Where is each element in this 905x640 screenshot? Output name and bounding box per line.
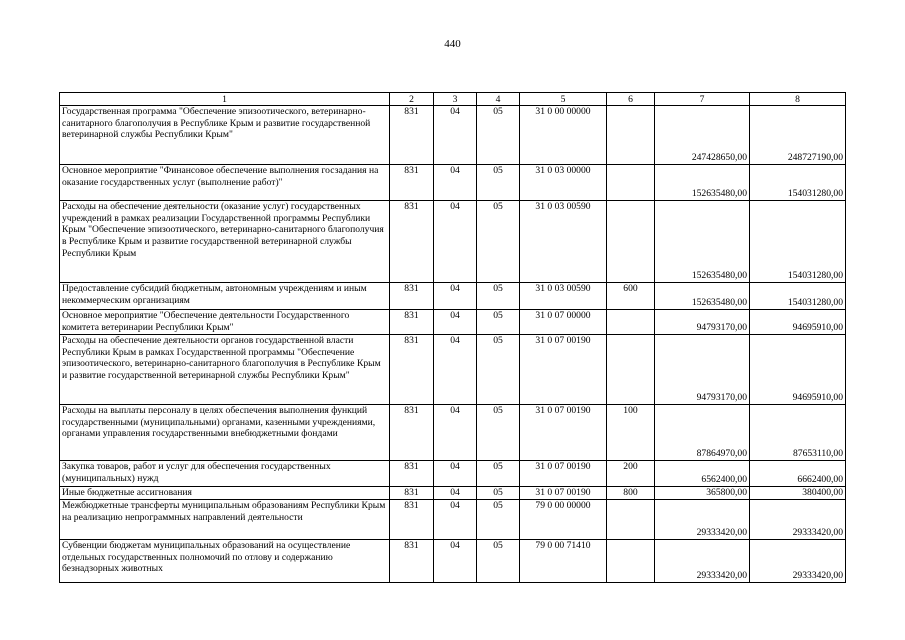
row-ministry-code: 831 bbox=[390, 283, 434, 310]
row-amount-col7: 6562400,00 bbox=[655, 461, 750, 487]
header-cell: 8 bbox=[750, 93, 846, 106]
row-expense-type: 600 bbox=[607, 283, 655, 310]
row-section-code: 04 bbox=[434, 201, 477, 283]
row-expense-type: 800 bbox=[607, 487, 655, 500]
row-section-code: 04 bbox=[434, 335, 477, 405]
row-amount-col7: 152635480,00 bbox=[655, 165, 750, 201]
row-amount-col7: 29333420,00 bbox=[655, 540, 750, 583]
row-amount-col7: 152635480,00 bbox=[655, 283, 750, 310]
row-target-code: 79 0 00 71410 bbox=[520, 540, 607, 583]
row-section-code: 04 bbox=[434, 283, 477, 310]
row-amount-col8: 154031280,00 bbox=[750, 283, 846, 310]
budget-table bbox=[59, 92, 846, 583]
row-subsection-code: 05 bbox=[477, 106, 520, 165]
row-amount-col8: 87653110,00 bbox=[750, 405, 846, 461]
header-cell: 3 bbox=[434, 93, 477, 106]
row-description: Расходы на обеспечение деятельности (оказание услуг) государственных учреждений в рамках реализации Государственной программы Республики Крым "Обеспечение эпизоотического, ветеринарно-санитарного благополучия в Республике Крым и развитие государственной ветеринарной службы Республики Крым bbox=[60, 201, 390, 283]
row-target-code: 31 0 07 00190 bbox=[520, 461, 607, 487]
row-ministry-code: 831 bbox=[390, 487, 434, 500]
table-row bbox=[60, 540, 846, 583]
row-section-code: 04 bbox=[434, 310, 477, 335]
row-amount-col7: 247428650,00 bbox=[655, 106, 750, 165]
row-subsection-code: 05 bbox=[477, 405, 520, 461]
page-number: 440 bbox=[444, 38, 461, 50]
row-subsection-code: 05 bbox=[477, 540, 520, 583]
row-ministry-code: 831 bbox=[390, 500, 434, 540]
row-description: Расходы на обеспечение деятельности органов государственной власти Республики Крым в рамках Государственной программы "Обеспечение эпизоотического, ветеринарно-санитарного благополучия в Республике Крым и развитие государственной ветеринарной службы Республики Крым" bbox=[60, 335, 390, 405]
row-target-code: 31 0 03 00000 bbox=[520, 165, 607, 201]
row-amount-col8: 154031280,00 bbox=[750, 201, 846, 283]
table-header-row bbox=[60, 93, 846, 106]
row-expense-type bbox=[607, 335, 655, 405]
row-target-code: 31 0 07 00190 bbox=[520, 335, 607, 405]
table-row bbox=[60, 106, 846, 165]
row-ministry-code: 831 bbox=[390, 310, 434, 335]
row-description: Основное мероприятие "Финансовое обеспечение выполнения госзадания на оказание государственных услуг (выполнение работ)" bbox=[60, 165, 390, 201]
row-section-code: 04 bbox=[434, 106, 477, 165]
table-row bbox=[60, 201, 846, 283]
row-expense-type bbox=[607, 201, 655, 283]
row-amount-col7: 152635480,00 bbox=[655, 201, 750, 283]
row-section-code: 04 bbox=[434, 500, 477, 540]
row-subsection-code: 05 bbox=[477, 335, 520, 405]
row-target-code: 79 0 00 00000 bbox=[520, 500, 607, 540]
header-cell: 5 bbox=[520, 93, 607, 106]
row-expense-type bbox=[607, 106, 655, 165]
table-row bbox=[60, 335, 846, 405]
row-section-code: 04 bbox=[434, 540, 477, 583]
header-cell: 1 bbox=[60, 93, 390, 106]
row-amount-col7: 87864970,00 bbox=[655, 405, 750, 461]
table-row bbox=[60, 165, 846, 201]
row-section-code: 04 bbox=[434, 487, 477, 500]
row-amount-col7: 365800,00 bbox=[655, 487, 750, 500]
row-amount-col7: 29333420,00 bbox=[655, 500, 750, 540]
row-target-code: 31 0 03 00590 bbox=[520, 283, 607, 310]
row-ministry-code: 831 bbox=[390, 335, 434, 405]
header-cell: 2 bbox=[390, 93, 434, 106]
row-subsection-code: 05 bbox=[477, 461, 520, 487]
row-ministry-code: 831 bbox=[390, 540, 434, 583]
row-subsection-code: 05 bbox=[477, 310, 520, 335]
row-ministry-code: 831 bbox=[390, 165, 434, 201]
row-amount-col8: 154031280,00 bbox=[750, 165, 846, 201]
table-row bbox=[60, 310, 846, 335]
row-ministry-code: 831 bbox=[390, 201, 434, 283]
row-target-code: 31 0 00 00000 bbox=[520, 106, 607, 165]
table-row bbox=[60, 500, 846, 540]
row-section-code: 04 bbox=[434, 405, 477, 461]
row-subsection-code: 05 bbox=[477, 500, 520, 540]
row-target-code: 31 0 07 00000 bbox=[520, 310, 607, 335]
table-row bbox=[60, 283, 846, 310]
header-cell: 7 bbox=[655, 93, 750, 106]
row-ministry-code: 831 bbox=[390, 405, 434, 461]
header-cell: 6 bbox=[607, 93, 655, 106]
row-description: Субвенции бюджетам муниципальных образований на осуществление отдельных государственных полномочий по отлову и содержанию безнадзорных животных bbox=[60, 540, 390, 583]
table-row bbox=[60, 405, 846, 461]
row-description: Государственная программа "Обеспечение эпизоотического, ветеринарно-санитарного благополучия в Республике Крым и развитие государственной ветеринарной службы Республики Крым" bbox=[60, 106, 390, 165]
row-description: Иные бюджетные ассигнования bbox=[60, 487, 390, 500]
row-target-code: 31 0 03 00590 bbox=[520, 201, 607, 283]
row-description: Закупка товаров, работ и услуг для обеспечения государственных (муниципальных) нужд bbox=[60, 461, 390, 487]
row-expense-type: 200 bbox=[607, 461, 655, 487]
row-description: Предоставление субсидий бюджетным, автономным учреждениям и иным некоммерческим организациям bbox=[60, 283, 390, 310]
row-amount-col8: 6662400,00 bbox=[750, 461, 846, 487]
row-subsection-code: 05 bbox=[477, 165, 520, 201]
row-target-code: 31 0 07 00190 bbox=[520, 487, 607, 500]
table-row bbox=[60, 487, 846, 500]
row-subsection-code: 05 bbox=[477, 201, 520, 283]
row-subsection-code: 05 bbox=[477, 487, 520, 500]
row-expense-type bbox=[607, 310, 655, 335]
row-expense-type bbox=[607, 165, 655, 201]
row-amount-col8: 248727190,00 bbox=[750, 106, 846, 165]
row-amount-col7: 94793170,00 bbox=[655, 335, 750, 405]
header-cell: 4 bbox=[477, 93, 520, 106]
row-target-code: 31 0 07 00190 bbox=[520, 405, 607, 461]
row-amount-col8: 29333420,00 bbox=[750, 500, 846, 540]
row-expense-type: 100 bbox=[607, 405, 655, 461]
row-amount-col8: 94695910,00 bbox=[750, 310, 846, 335]
row-amount-col8: 94695910,00 bbox=[750, 335, 846, 405]
row-description: Расходы на выплаты персоналу в целях обеспечения выполнения функций государственными (муниципальными) органами, казенными учреждениями, органами управления государственными внебюджетными фондами bbox=[60, 405, 390, 461]
row-description: Межбюджетные трансферты муниципальным образованиям Республики Крым на реализацию непрограммных направлений деятельности bbox=[60, 500, 390, 540]
row-expense-type bbox=[607, 500, 655, 540]
row-section-code: 04 bbox=[434, 461, 477, 487]
row-amount-col8: 29333420,00 bbox=[750, 540, 846, 583]
row-ministry-code: 831 bbox=[390, 461, 434, 487]
table-row bbox=[60, 461, 846, 487]
row-expense-type bbox=[607, 540, 655, 583]
row-ministry-code: 831 bbox=[390, 106, 434, 165]
row-section-code: 04 bbox=[434, 165, 477, 201]
row-description: Основное мероприятие "Обеспечение деятельности Государственного комитета ветеринарии Республики Крым" bbox=[60, 310, 390, 335]
row-subsection-code: 05 bbox=[477, 283, 520, 310]
row-amount-col8: 380400,00 bbox=[750, 487, 846, 500]
row-amount-col7: 94793170,00 bbox=[655, 310, 750, 335]
